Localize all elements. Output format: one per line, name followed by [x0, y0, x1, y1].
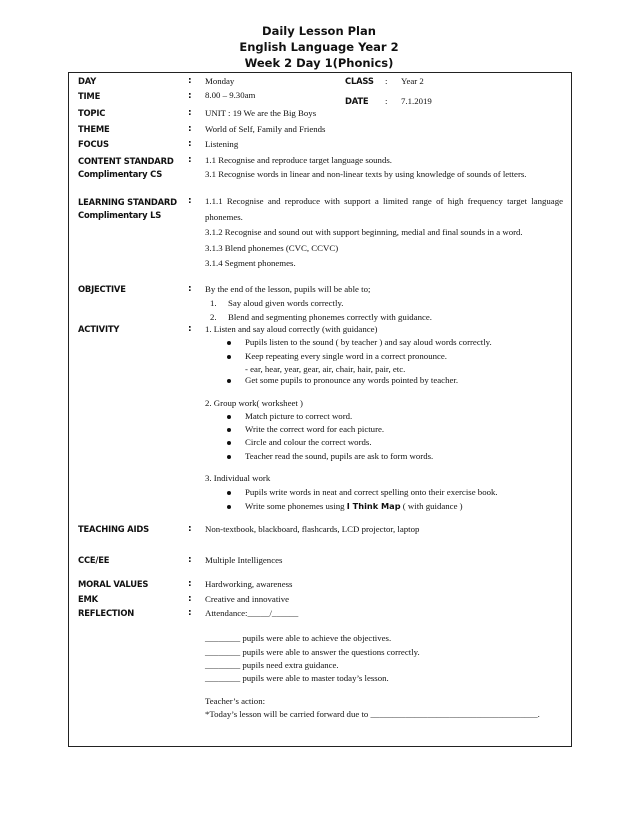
activity-3-bullet-2: Write some phonemes using I Think Map ( with guidance ) — [245, 500, 463, 514]
label-complimentary-ls: Complimentary LS — [78, 210, 162, 220]
activity-1-bullet-2: Keep repeating every single word in a correct pronounce. — [245, 350, 447, 364]
colon: : — [385, 76, 388, 86]
label-activity: ACTIVITY — [78, 324, 120, 334]
value-day: Monday — [205, 76, 235, 86]
label-theme: THEME — [78, 124, 110, 134]
value-emk: Creative and innovative — [205, 594, 290, 604]
reflection-line-4: ________ pupils were able to master today’s lesson. — [205, 673, 389, 683]
activity-1-bullet-1: Pupils listen to the sound ( by teacher ) and say aloud words correctly. — [245, 336, 492, 350]
label-date: DATE — [345, 96, 369, 106]
label-objective: OBJECTIVE — [78, 284, 126, 294]
value-cce-ee: Multiple Intelligences — [205, 555, 283, 565]
reflection-line-1: ________ pupils were able to achieve the objectives. — [205, 633, 392, 643]
value-date: 7.1.2019 — [401, 96, 432, 106]
activity-1-words: - ear, hear, year, gear, air, chair, hair, pair, etc. — [245, 364, 406, 374]
value-teaching-aids: Non-textbook, blackboard, flashcards, LCD projector, laptop — [205, 524, 420, 534]
colon: : — [188, 139, 192, 149]
carried-forward-blank: ______________________________________. — [370, 709, 540, 719]
label-focus: FOCUS — [78, 139, 109, 149]
objective-item-1: 1. Say aloud given words correctly. — [210, 298, 344, 308]
colon: : — [188, 76, 192, 86]
learning-standard-2: 3.1.2 Recognise and sound out with support beginning, medial and final sounds in a word. — [205, 227, 523, 238]
activity-item-2: 2. Group work( worksheet ) — [205, 398, 303, 408]
colon: : — [188, 524, 192, 534]
activity-3-bullet-1: Pupils write words in neat and correct spelling onto their exercise book. — [245, 486, 498, 500]
carried-forward-text: *Today’s lesson will be carried forward due to — [205, 709, 369, 719]
value-theme: World of Self, Family and Friends — [205, 124, 326, 134]
colon: : — [188, 196, 192, 206]
activity-item-3: 3. Individual work — [205, 473, 271, 483]
activity-1-bullet-3: Get some pupils to pronounce any words pointed by teacher. — [245, 374, 458, 388]
label-moral-values: MORAL VALUES — [78, 579, 149, 589]
learning-standard-1: 1.1.1 Recognise and reproduce with support a limited range of high frequency target language phonemes. — [205, 196, 563, 222]
value-topic: UNIT : 19 We are the Big Boys — [205, 108, 317, 118]
colon: : — [188, 284, 192, 294]
i-think-map-text: I Think Map — [346, 501, 401, 511]
colon: : — [188, 555, 192, 565]
label-complimentary-cs: Complimentary CS — [78, 169, 163, 179]
colon: : — [188, 594, 192, 604]
label-time: TIME — [78, 91, 101, 101]
reflection-attendance: Attendance:_____/______ — [205, 608, 299, 618]
learning-standard-3: 3.1.3 Blend phonemes (CVC, CCVC) — [205, 242, 339, 253]
activity-2-bullet-3: Circle and colour the correct words. — [245, 436, 372, 450]
label-day: DAY — [78, 76, 97, 86]
colon: : — [188, 324, 192, 334]
label-cce-ee: CCE/EE — [78, 555, 110, 565]
reflection-line-2: ________ pupils were able to answer the questions correctly. — [205, 647, 420, 657]
learning-standard-4: 3.1.4 Segment phonemes. — [205, 258, 296, 269]
content-standard-2: 3.1 Recognise words in linear and non-linear texts by using knowledge of sounds of letters. — [205, 169, 527, 179]
label-topic: TOPIC — [78, 108, 106, 118]
colon: : — [188, 108, 192, 118]
value-class: Year 2 — [401, 76, 424, 86]
carried-forward-line — [205, 707, 540, 721]
value-time: 8.00 – 9.30am — [205, 90, 256, 100]
colon: : — [385, 96, 388, 106]
colon: : — [188, 155, 192, 165]
label-class: CLASS — [345, 76, 374, 86]
objective-item-2: 2. Blend and segmenting phonemes correctly with guidance. — [210, 312, 432, 322]
colon: : — [188, 91, 192, 101]
title-line-1: Daily Lesson Plan — [262, 24, 376, 38]
activity-item-1: 1. Listen and say aloud correctly (with guidance) — [205, 324, 378, 334]
activity-2-bullet-1: Match picture to correct word. — [245, 410, 352, 424]
colon: : — [188, 579, 192, 589]
label-reflection: REFLECTION — [78, 608, 135, 618]
title-line-3: Week 2 Day 1(Phonics) — [244, 56, 394, 70]
title-line-2: English Language Year 2 — [239, 40, 399, 54]
value-moral-values: Hardworking, awareness — [205, 579, 293, 589]
learning-standard-text — [205, 194, 563, 272]
colon: : — [188, 124, 192, 134]
activity-2-bullet-2: Write the correct word for each picture. — [245, 423, 384, 437]
objective-intro: By the end of the lesson, pupils will be able to; — [205, 284, 371, 294]
label-teaching-aids: TEACHING AIDS — [78, 524, 149, 534]
label-emk: EMK — [78, 594, 98, 604]
content-standard-1: 1.1 Recognise and reproduce target language sounds. — [205, 155, 392, 165]
content-standard-text — [205, 153, 563, 181]
label-content-standard: CONTENT STANDARD — [78, 156, 174, 166]
colon: : — [188, 608, 192, 618]
value-focus: Listening — [205, 139, 239, 149]
reflection-line-3: ________ pupils need extra guidance. — [205, 660, 339, 670]
label-learning-standard: LEARNING STANDARD — [78, 197, 177, 207]
activity-2-bullet-4: Teacher read the sound, pupils are ask to form words. — [245, 450, 433, 464]
teachers-action: Teacher’s action: — [205, 696, 266, 706]
